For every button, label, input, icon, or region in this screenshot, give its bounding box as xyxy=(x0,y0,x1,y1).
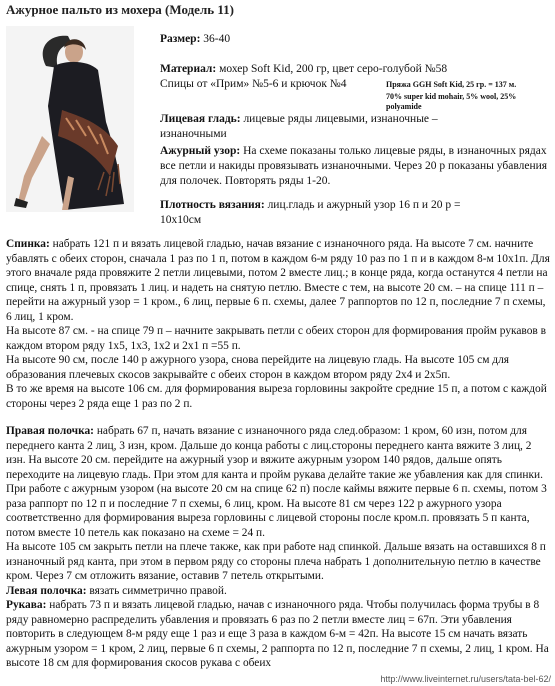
back-paragraph-2: На высоте 87 см. - на спице 79 п – начните закрывать петли с обеих сторон для формирования пройм рукавов в каждом втором ряду 1х5, 1х3, 1х2 и 2х1 п =55 п. xyxy=(6,325,547,352)
back-text-1: набрать 121 п и вязать лицевой гладью, начав вязание с изнаночного ряда. На высоте 7 см. начните убавлять с обеих сторон, сначала 1 раз по 1 п, потом в каждом 6-м ряду 10 раз по 1 п и в каждом 8-м 10х1п. Для этого вначале ряда провяжите 2 петли лицевыми, потом 2 вместе лиц.; в конце ряда, когда останутся 4 петли на спице, снять 1 п, провязать 1 лиц. и надеть на снятую петлю. Вместе с тем, на высоте 20 см. – на спице 111 п – перейти на ажурный узор = 1 кром., 6 лиц, первые 6 п. схемы, далее 7 раппортов по 12 п, последние 7 п схемы, 6 лиц, 1 кром. xyxy=(6,238,550,323)
right-front-text-1: набрать 67 п, начать вязание с изнаночного ряда след.образом: 1 кром, 60 изн, потом для переднего канта 2 лиц, 3 изн, кром. Дальше до конца работы с лиц.стороны переднего канта вяжите 3 лиц, 2 изн. На высоте 20 см. перейдите на ажурный узор и вяжите ажурным узором 140 рядов, дальше опять переходите на лицевую гладь. При этом для канта и пройм рукава делайте такие же убавления как для спинки. При работе с ажурным узором (на высоте 20 см на спице 62 п) после каймы вяжите первые 6 п. схемы, потом 3 раза раппорт по 12 п и последние 7 п схемы, 6 лиц, кром. На высоте 81 см через 122 р ажурного узора соответственно для формирования выреза горловины с лицевой стороны после кром.п. провязать 5 п канта, потом вместе 10 петель как показано на схеме = 24 п. xyxy=(6,425,547,539)
sleeve-text: набрать 73 п и вязать лицевой гладью, начав с изнаночного ряда. Чтобы получилась форма трубы в 8 ряду равномерно распределить убавления и провязать 6 раз по 2 петли вместе лиц = 67п. Эти убавления повторить в следующем 8-м ряду еще 1 раз и еще 3 раза в каждом 6-м = 42п. На высоте 15 см начать вязать ажурным узором = 1 кром, 2 лиц, первые 6 п схемы, 2 раппорта по 12 п, последние 7 п схемы, 2 лиц, 1 кром. На высоте 18 см для формирования скосов рукава с обеих xyxy=(6,599,549,669)
material-label: Материал: xyxy=(160,63,217,75)
material-block xyxy=(160,62,550,112)
back-label: Спинка: xyxy=(6,238,50,250)
lace-label: Ажурный узор: xyxy=(160,145,241,157)
back-paragraph-1 xyxy=(6,237,551,324)
left-front-label: Левая полочка: xyxy=(6,584,87,597)
stockinette-label: Лицевая гладь: xyxy=(160,113,241,125)
needles-text: Спицы от «Прим» №5-6 и крючок №4 xyxy=(160,78,347,90)
stockinette-value: лицевые ряды лицевыми, изнаночные – xyxy=(243,113,438,125)
back-paragraph-4: В то же время на высоте 106 см. для формирования выреза горловины закройте средние 15 п, а потом с каждой стороны через 2 ряда еще 1 раз по 2 п. xyxy=(6,383,547,410)
left-front-text: вязать симметрично правой. xyxy=(89,584,227,597)
left-front-paragraph xyxy=(6,584,551,599)
coat-model-illustration xyxy=(6,26,134,212)
density-value-2: 10х10см xyxy=(160,214,202,226)
stockinette-block xyxy=(160,112,550,142)
material-line xyxy=(160,62,550,77)
model-photo xyxy=(6,26,134,212)
lace-block xyxy=(160,144,550,189)
yarn-note-1: Пряжа GGH Soft Kid, 25 гр. = 137 м. xyxy=(386,80,517,89)
sleeve-label: Рукава: xyxy=(6,599,47,611)
yarn-note-2: 70% super kid mohair, 5% wool, 25% polyamide xyxy=(386,92,517,111)
needles-line xyxy=(160,77,550,92)
right-front-paragraph-2: На высоте 105 см закрыть петли на плече также, как при работе над спинкой. Дальше вязать на оставшихся 8 п изнаночный ряд канта, при этом в первом ряду со стороны плеча набрать 1 дополнительную петлю в качестве кром. Через 7 см отложить вязание, оставив 7 петель открытыми. xyxy=(6,541,546,582)
page-title: Ажурное пальто из мохера (Модель 11) xyxy=(6,2,234,17)
back-paragraph-3: На высоте 90 см, после 140 р ажурного узора, снова перейдите на лицевую гладь. На высоте 105 см для образования плечевых скосов закрывайте с обеих сторон в каждом втором ряду 2х4 и 2х5п. xyxy=(6,354,509,381)
density-block xyxy=(160,198,550,228)
instructions-body xyxy=(6,237,551,671)
right-front-label: Правая полочка: xyxy=(6,425,94,437)
right-front-paragraph-1 xyxy=(6,424,551,540)
stockinette-value-2: изнаночными xyxy=(160,128,227,140)
size-label: Размер: xyxy=(160,33,201,45)
density-value: лиц.гладь и ажурный узор 16 п и 20 р = xyxy=(267,199,461,211)
size-line xyxy=(160,32,550,47)
sleeve-paragraph xyxy=(6,598,551,671)
size-value: 36-40 xyxy=(203,33,231,45)
lace-value: На схеме показаны только лицевые ряды, в изнаночных рядах все петли и накиды провязывать изнаночными. Через 20 р показаны убавления для полочек. Повторять ряды 1-20. xyxy=(160,145,548,187)
material-value: мохер Soft Kid, 200 гр, цвет серо-голубой №58 xyxy=(219,63,448,75)
density-label: Плотность вязания: xyxy=(160,199,265,211)
watermark-link[interactable]: http://www.liveinternet.ru/users/tata-bel-62/ xyxy=(380,674,551,684)
